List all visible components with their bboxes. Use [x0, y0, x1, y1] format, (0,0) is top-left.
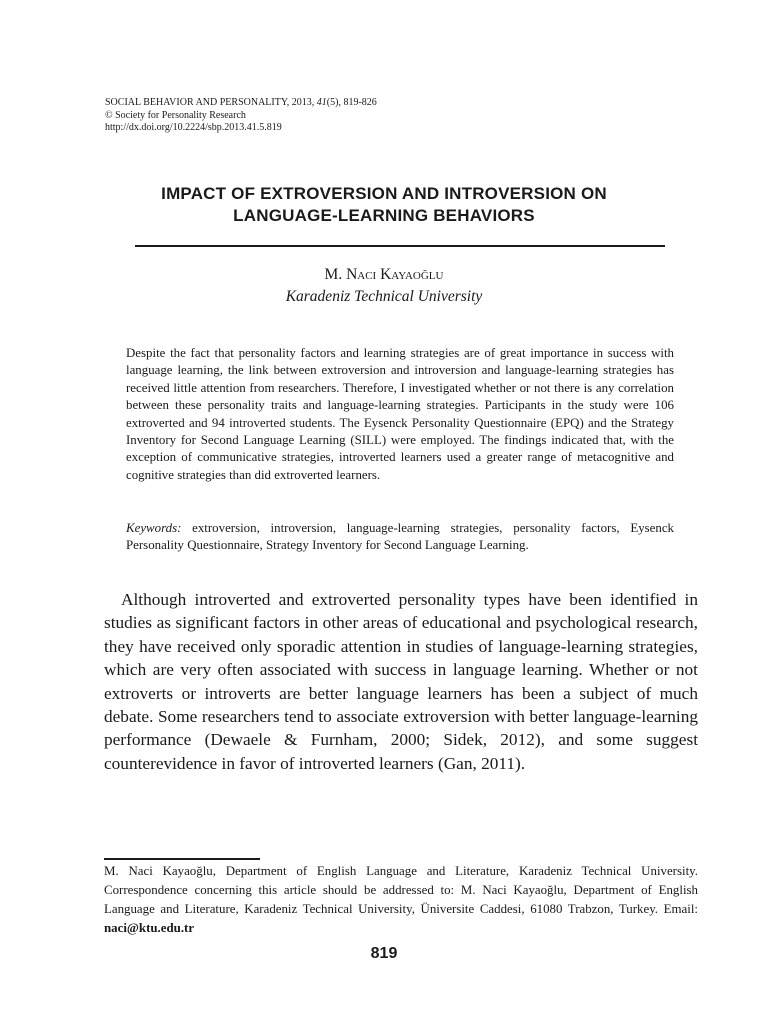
- journal-issue-pages: (5), 819-826: [326, 97, 377, 108]
- footnote-email[interactable]: naci@ktu.edu.tr: [104, 921, 195, 935]
- author-affiliation: Karadeniz Technical University: [285, 288, 483, 305]
- title-line-1: IMPACT OF EXTROVERSION AND INTROVERSION ON: [161, 184, 607, 203]
- journal-header: [105, 97, 377, 135]
- article-title: [100, 183, 668, 227]
- author-name: M. Naci Kayaoğlu: [324, 266, 444, 283]
- keywords: [126, 520, 674, 555]
- footnote: [104, 862, 698, 938]
- title-line-2: LANGUAGE-LEARNING BEHAVIORS: [233, 206, 535, 225]
- author-block: [100, 264, 668, 308]
- keywords-text: extroversion, introversion, language-learning strategies, personality factors, Eysenck Personality Questionnaire, Strategy Inventory for Second Language Learning.: [126, 521, 674, 553]
- journal-citation: [105, 97, 377, 110]
- footnote-divider: [104, 858, 260, 860]
- title-divider: [135, 245, 665, 247]
- footnote-text: M. Naci Kayaoğlu, Department of English Language and Literature, Karadeniz Technical University. Correspondence concerning this article should be addressed to: M. Naci Kayaoğlu, Department of English Language and Literature, Karadeniz Technical University, Üniversite Caddesi, 61080 Trabzon, Turkey. Email:: [104, 864, 698, 916]
- page-number: 819: [370, 945, 398, 962]
- abstract: Despite the fact that personality factors and learning strategies are of great importance in success with language learning, the link between extroversion and introversion and language-learning strategies has received little attention from researchers. Therefore, I investigated whether or not there is any correlation between these personality traits and language-learning strategies. Participants in the study were 106 extroverted and 94 introverted students. The Eysenck Personality Questionnaire (EPQ) and the Strategy Inventory for Second Language Learning (SILL) were employed. The findings indicated that, with the exception of communicative strategies, introverted learners used a greater range of metacognitive and cognitive strategies than did extroverted learners.: [126, 346, 674, 482]
- keywords-label: Keywords:: [126, 521, 182, 535]
- journal-name: SOCIAL BEHAVIOR AND PERSONALITY, 2013,: [105, 97, 317, 108]
- doi-link[interactable]: http://dx.doi.org/10.2224/sbp.2013.41.5.819: [105, 122, 282, 133]
- body-paragraph: Although introverted and extroverted personality types have been identified in studies as significant factors in other areas of educational and psychological research, they have received only sporadic attention in studies of language-learning strategies, which are very often associated with success in language learning. Whether or not extroverts or introverts are better language learners has been a subject of much debate. Some researchers tend to associate extroversion with better language-learning performance (Dewaele & Furnham, 2000; Sidek, 2012), and some suggest counterevidence in favor of introverted learners (Gan, 2011).: [104, 590, 698, 773]
- copyright-line: © Society for Personality Research: [105, 109, 246, 121]
- journal-volume: 41: [316, 97, 327, 108]
